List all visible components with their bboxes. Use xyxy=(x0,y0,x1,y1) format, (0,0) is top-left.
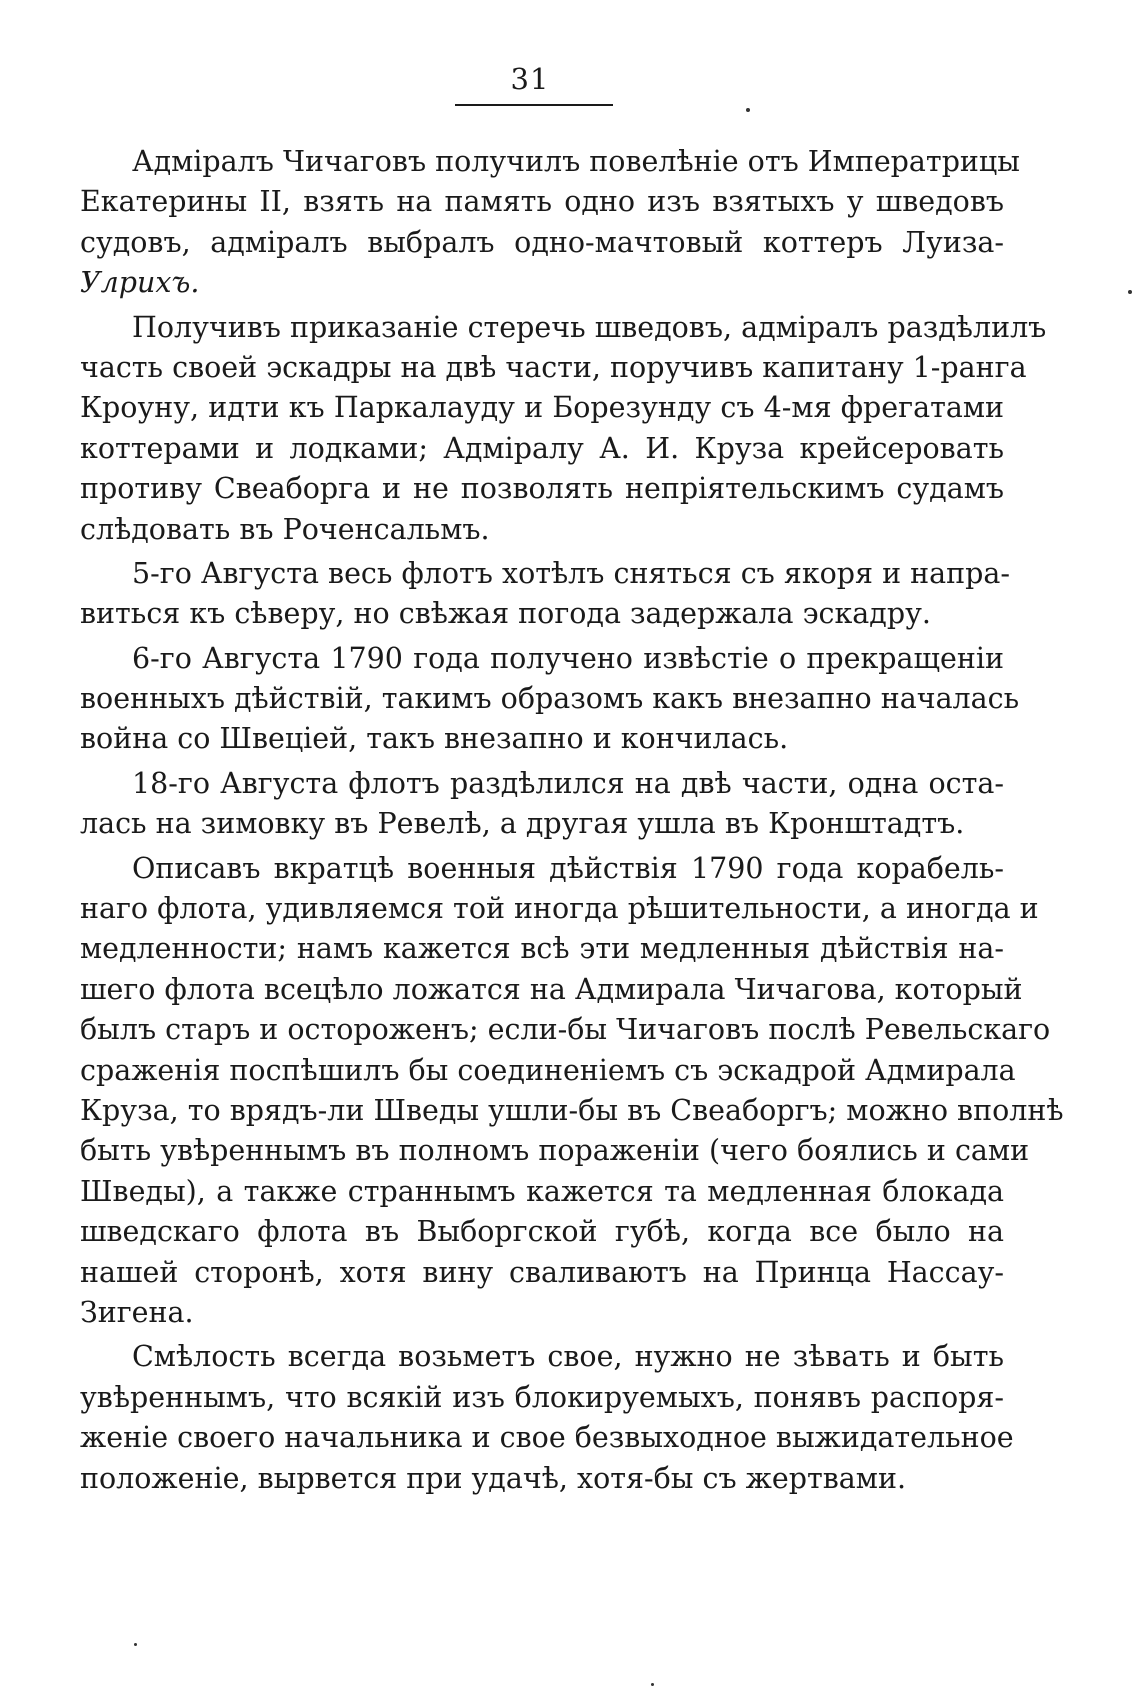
text-line: виться къ сѣверу, но свѣжая погода задержала эскадру. xyxy=(80,597,931,631)
text-line: Улрихъ. xyxy=(80,266,200,300)
text-line: Описавъ вкратцѣ военныя дѣйствія 1790 года корабель- xyxy=(132,851,1004,885)
body-text xyxy=(80,142,1064,1499)
text-line: Шведы), а также страннымъ кажется та медленная блокада xyxy=(80,1174,1004,1208)
text-line: военныхъ дѣйствій, такимъ образомъ какъ внезапно началась xyxy=(80,682,1020,716)
text-line: коттерами и лодками; Адміралу А. И. Круза крейсеровать xyxy=(80,431,1004,465)
text-line: 6-го Августа 1790 года получено извѣстіе о прекращеніи xyxy=(132,641,1004,675)
text-line: часть своей эскадры на двѣ части, поручивъ капитану 1-ранга xyxy=(80,350,1027,384)
text-line: судовъ, адміралъ выбралъ одно-мачтовый коттеръ Луиза- xyxy=(80,225,1004,259)
paragraph xyxy=(80,764,1004,845)
text-line: положеніе, вырвется при удачѣ, хотя-бы съ жертвами. xyxy=(80,1461,907,1495)
scan-speck xyxy=(1128,290,1132,294)
text-line: Смѣлость всегда возьметъ свое, нужно не зѣвать и быть xyxy=(132,1340,1004,1374)
text-line: Круза, то врядъ-ли Шведы ушли-бы въ Свеаборгъ; можно вполнѣ xyxy=(80,1093,1064,1127)
text-line: нашей сторонѣ, хотя вину сваливаютъ на Принца Нассау- xyxy=(80,1255,1004,1289)
scan-speck xyxy=(651,1683,654,1686)
text-line: Зигена. xyxy=(80,1295,194,1329)
scan-speck xyxy=(746,108,750,112)
text-line: война со Швеціей, такъ внезапно и кончилась. xyxy=(80,722,789,756)
text-line: женіе своего начальника и свое безвыходное выжидательное xyxy=(80,1421,1014,1455)
text-line: Кроуну, идти къ Паркалауду и Борезунду съ 4-мя фрегатами xyxy=(80,391,1004,425)
paragraph xyxy=(80,639,1020,760)
paragraph xyxy=(80,554,1010,635)
text-line: 18-го Августа флотъ раздѣлился на двѣ части, одна оста- xyxy=(132,766,1004,800)
text-line: Получивъ приказаніе стеречь шведовъ, адміралъ раздѣлилъ xyxy=(132,310,1047,344)
paragraph xyxy=(80,308,1047,550)
text-line: медленности; намъ кажется всѣ эти медленныя дѣйствія на- xyxy=(80,932,1004,966)
text-line: увѣреннымъ, что всякій изъ блокируемыхъ, понявъ распоря- xyxy=(80,1380,1004,1414)
text-line: шведскаго флота въ Выборгской губѣ, когда все было на xyxy=(80,1215,1004,1249)
paragraph xyxy=(80,142,1020,304)
text-line: Адміралъ Чичаговъ получилъ повелѣніе отъ Императрицы xyxy=(132,145,1020,178)
paragraph xyxy=(80,1337,1014,1499)
paragraph xyxy=(80,849,1064,1334)
page-number-rule xyxy=(455,104,613,106)
page-number: 31 xyxy=(510,62,550,96)
text-line: 5-го Августа весь флотъ хотѣлъ сняться съ якоря и напра- xyxy=(132,556,1010,590)
text-line: быть увѣреннымъ въ полномъ пораженіи (чего боялись и сами xyxy=(80,1134,1030,1168)
text-line: былъ старъ и остороженъ; если-бы Чичаговъ послѣ Ревельскаго xyxy=(80,1013,1051,1047)
text-line: слѣдовать въ Роченсальмъ. xyxy=(80,512,490,546)
text-line: Екатерины II, взять на память одно изъ взятыхъ у шведовъ xyxy=(80,185,1004,219)
text-line: наго флота, удивляемся той иногда рѣшительности, а иногда и xyxy=(80,892,1039,926)
text-line: противу Свеаборга и не позволять непріятельскимъ судамъ xyxy=(80,472,1004,506)
scan-speck xyxy=(134,1643,137,1646)
text-line: лась на зимовку въ Ревелѣ, а другая ушла въ Кронштадтъ. xyxy=(80,807,965,841)
text-line: сраженія поспѣшилъ бы соединеніемъ съ эскадрой Адмирала xyxy=(80,1053,1016,1087)
text-line: шего флота всецѣло ложатся на Адмирала Чичагова, который xyxy=(80,972,1023,1006)
